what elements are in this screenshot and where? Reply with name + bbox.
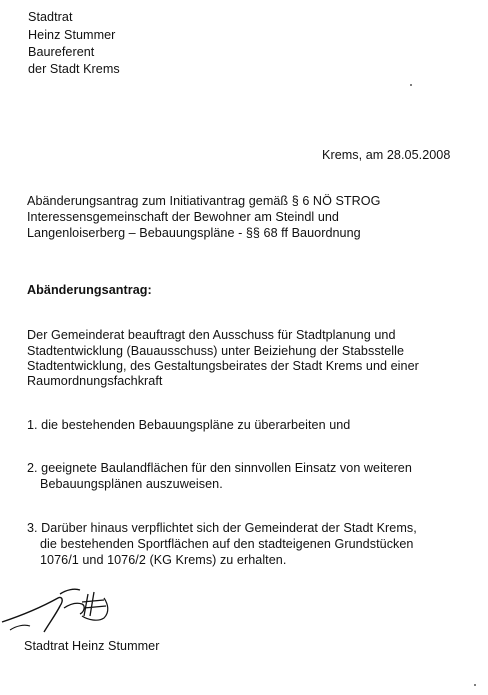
list-item-3-cont-2: 1076/1 und 1076/2 (KG Krems) zu erhalten.: [40, 553, 287, 567]
intro-line-3: Stadtentwicklung, des Gestaltungsbeirates der Stadt Krems und einer: [27, 359, 419, 373]
signature-name: Stadtrat Heinz Stummer: [24, 639, 160, 653]
list-item-3-cont-1: die bestehenden Sportflächen auf den stadteigenen Grundstücken: [40, 537, 414, 551]
list-item-2-cont: Bebauungsplänen auszuweisen.: [40, 477, 223, 491]
list-item-2: 2. geeignete Baulandflächen für den sinnvollen Einsatz von weiteren: [27, 461, 412, 475]
list-item-3: 3. Darüber hinaus verpflichtet sich der Gemeinderat der Stadt Krems,: [27, 521, 417, 535]
intro-line-2: Stadtentwicklung (Bauausschuss) unter Beiziehung der Stabsstelle: [27, 344, 405, 358]
date-line: Krems, am 28.05.2008: [322, 148, 451, 162]
sender-role: Baureferent: [28, 45, 95, 59]
subject-line-1: Abänderungsantrag zum Initiativantrag gemäß § 6 NÖ STROG: [27, 194, 381, 208]
subject-line-3: Langenloiserberg – Bebauungspläne - §§ 68 ff Bauordnung: [27, 226, 361, 240]
list-item-1: 1. die bestehenden Bebauungspläne zu überarbeiten und: [27, 418, 351, 432]
intro-line-1: Der Gemeinderat beauftragt den Ausschuss für Stadtplanung und: [27, 328, 396, 342]
sender-city: der Stadt Krems: [28, 62, 120, 76]
sender-name: Heinz Stummer: [28, 28, 116, 42]
scan-speck: [474, 684, 476, 686]
scan-speck: [410, 84, 412, 86]
intro-line-4: Raumordnungsfachkraft: [27, 374, 163, 388]
subject-line-2: Interessensgemeinschaft der Bewohner am Steindl und: [27, 210, 339, 224]
motion-heading: Abänderungsantrag:: [27, 283, 152, 297]
handwritten-signature: [0, 586, 130, 638]
sender-title: Stadtrat: [28, 10, 73, 24]
